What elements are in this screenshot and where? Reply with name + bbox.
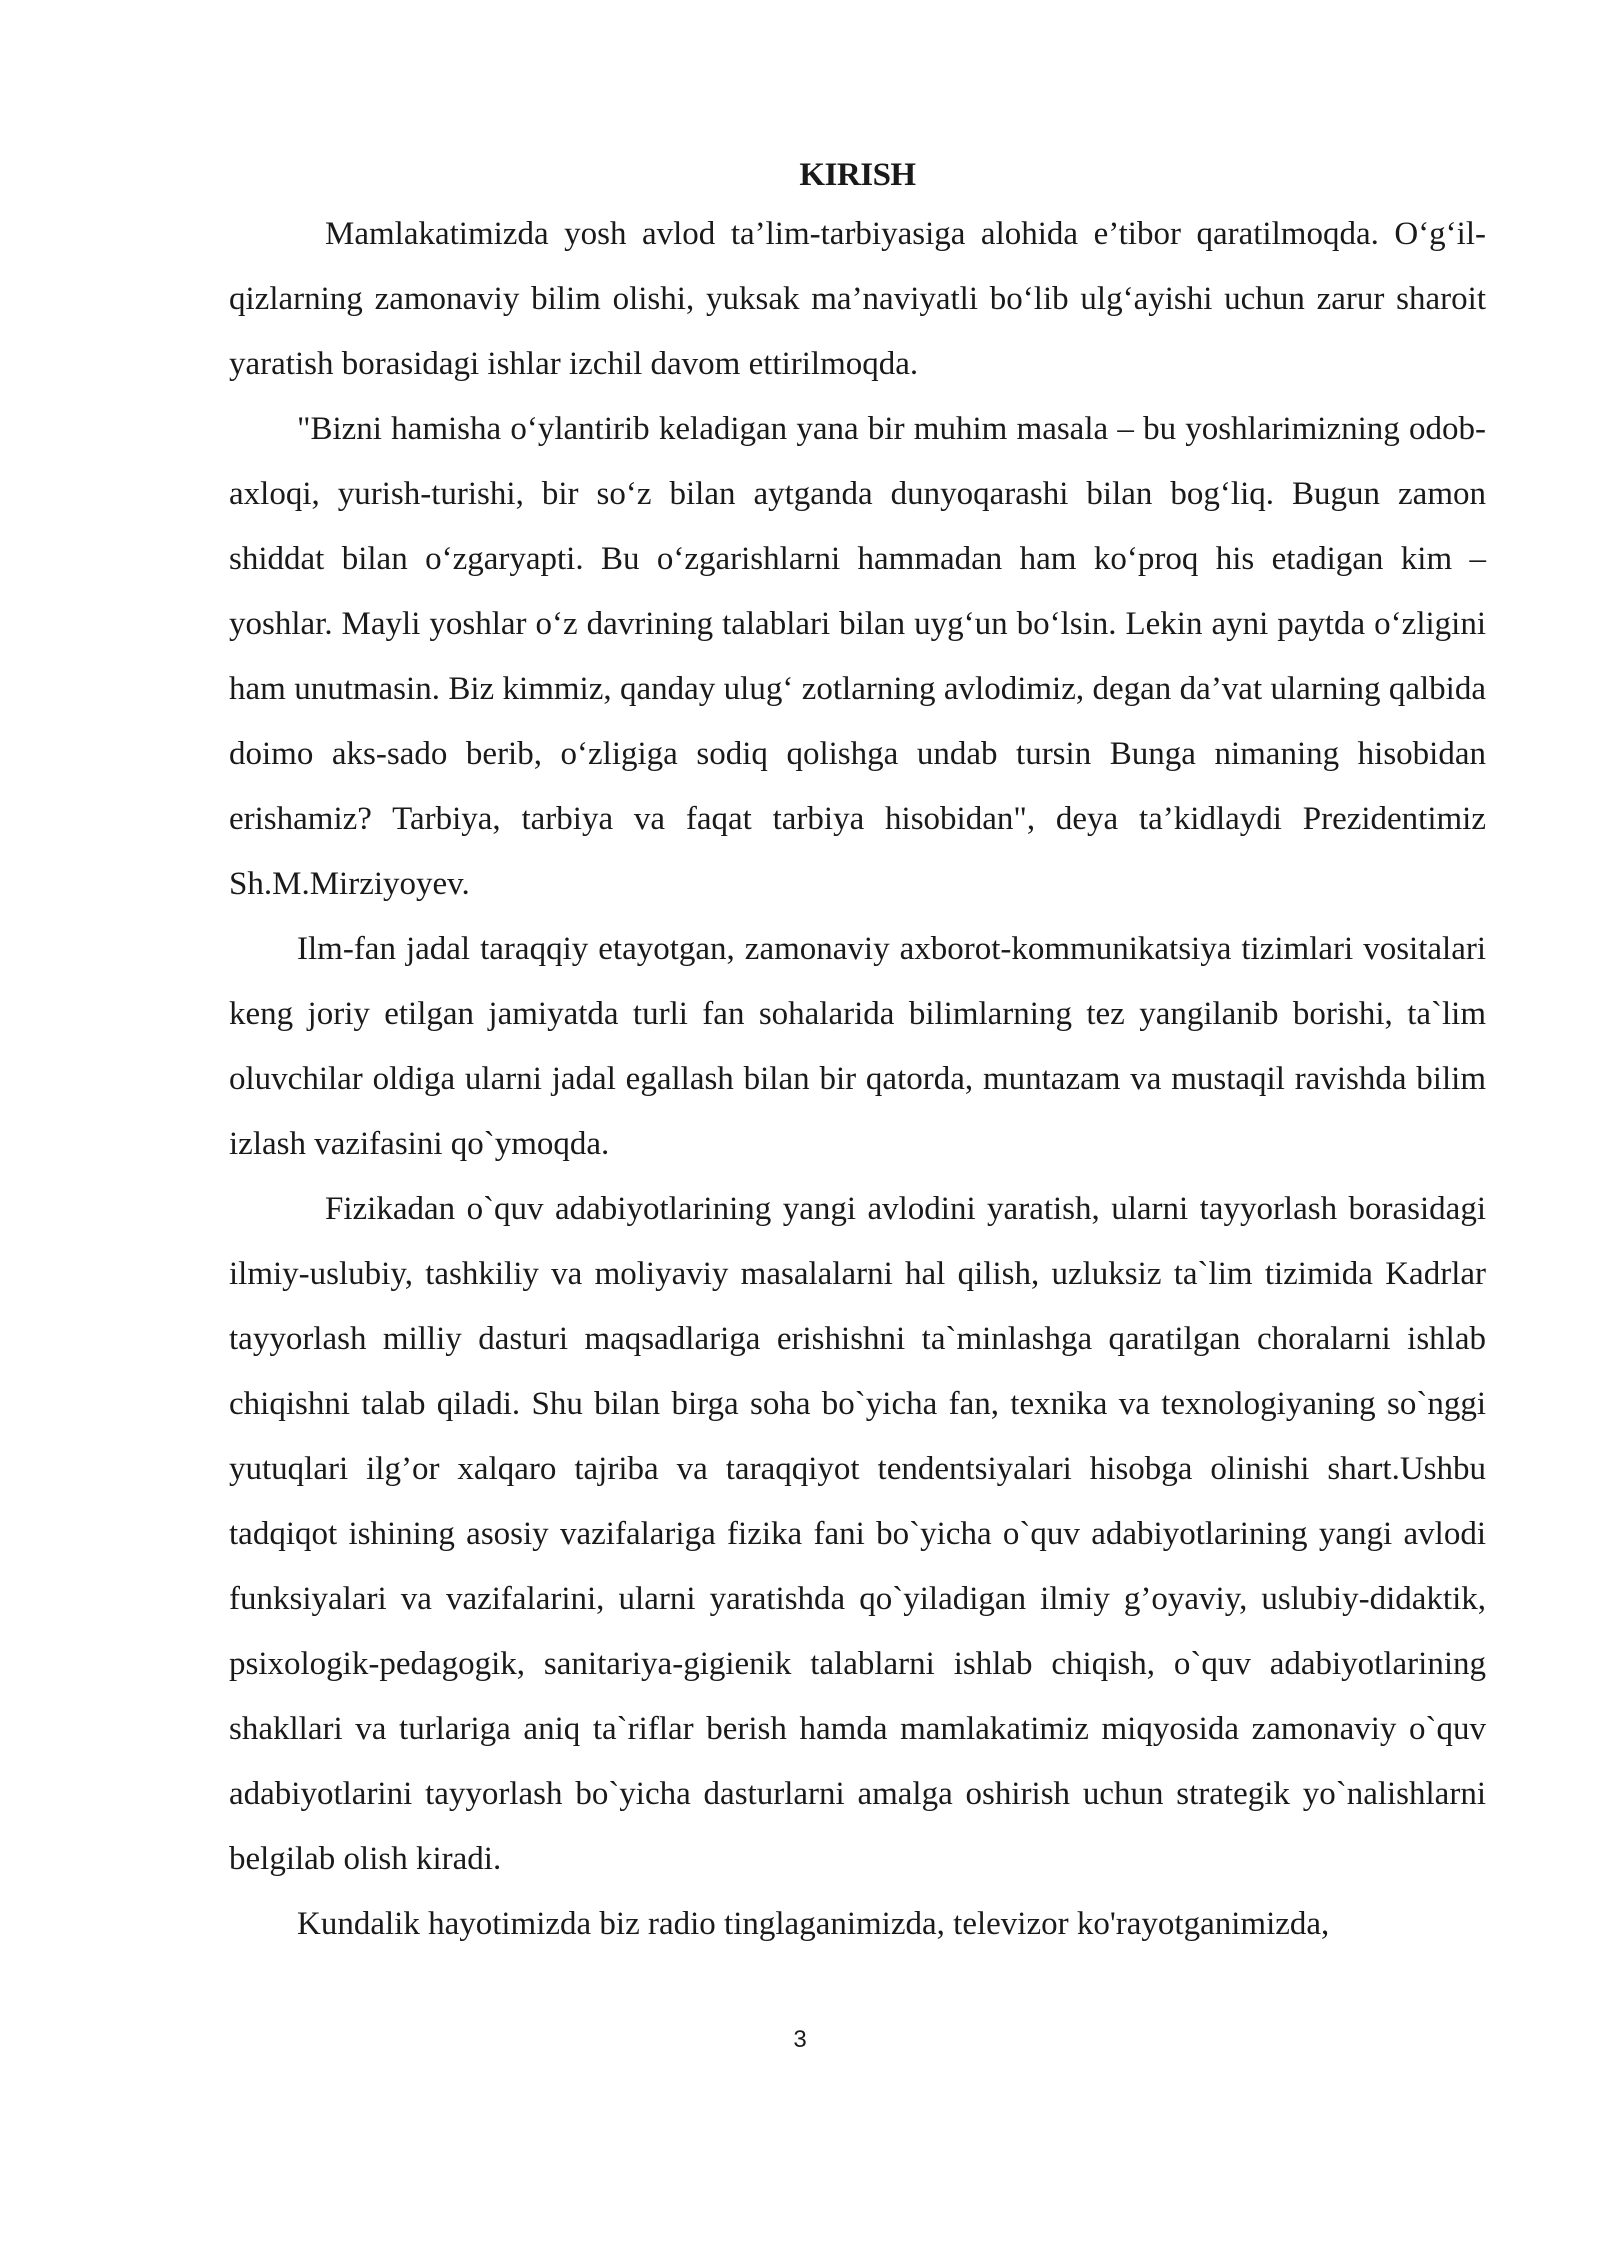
section-heading: KIRISH — [799, 157, 916, 193]
page-number: 3 — [793, 2026, 807, 2053]
paragraph-physics: Fizikadan o`quv adabiyotlarining yangi avlodini yaratish, ularni tayyorlash borasidagi ilmiy-uslubiy, tashkiliy va moliyaviy masalalarni hal qilish, uzluksiz ta`lim tizimida Kadrlar tayyorlash milliy dasturi maqsadlariga erishishni ta`minlashga qaratilgan choralarni ishlab chiqishni talab qiladi. Shu bilan birga soha bo`yicha fan, texnika va texnologiyaning so`nggi yutuqlari ilg’or xalqaro tajriba va taraqqiyot tendentsiyalari hisobga olinishi shart.Ushbu tadqiqot ishining asosiy vazifalariga fizika fani bo`yicha o`quv adabiyotlarining yangi avlodi funksiyalari va vazifalarini, ularni yaratishda qo`yiladigan ilmiy g’oyaviy, uslubiy-didaktik, psixologik-pedagogik, sanitariya-gigienik talablarni ishlab chiqish, o`quv adabiyotlarining shakllari va turlariga aniq ta`riflar berish hamda mamlakatimiz miqyosida zamonaviy o`quv adabiyotlarini tayyorlash bo`yicha dasturlarni amalga oshirish uchun strategik yo`nalishlarni belgilab olish kiradi. — [229, 1191, 1486, 1877]
paragraph-daily-life: Kundalik hayotimizda biz radio tinglaganimizda, televizor ko'rayotganimizda, — [297, 1906, 1330, 1942]
document-body — [229, 150, 1486, 1957]
paragraph-science: Ilm-fan jadal taraqqiy etayotgan, zamonaviy axborot-kommunikatsiya tizimlari vositalari keng joriy etilgan jamiyatda turli fan sohalarida bilimlarning tez yangilanib borishi, ta`lim oluvchilar oldiga ularni jadal egallash bilan bir qatorda, muntazam va mustaqil ravishda bilim izlash vazifasini qo`ymoqda. — [229, 931, 1486, 1162]
paragraph-intro: Mamlakatimizda yosh avlod ta’lim-tarbiyasiga alohida e’tibor qaratilmoqda. O‘g‘il-qizlarning zamonaviy bilim olishi, yuksak ma’naviyatli bo‘lib ulg‘ayishi uchun zarur sharoit yaratish borasidagi ishlar izchil davom ettirilmoqda. — [229, 216, 1486, 382]
paragraph-quote: "Bizni hamisha o‘ylantirib keladigan yana bir muhim masala – bu yoshlarimizning odob-axloqi, yurish-turishi, bir so‘z bilan aytganda dunyoqarashi bilan bog‘liq. Bugun zamon shiddat bilan o‘zgaryapti. Bu o‘zgarishlarni hammadan ham ko‘proq his etadigan kim – yoshlar. Mayli yoshlar o‘z davrining talablari bilan uyg‘un bo‘lsin. Lekin ayni paytda o‘zligini ham unutmasin. Biz kimmiz, qanday ulug‘ zotlarning avlodimiz, degan da’vat ularning qalbida doimo aks-sado berib, o‘zligiga sodiq qolishga undab tursin Bunga nimaning hisobidan erishamiz? Tarbiya, tarbiya va faqat tarbiya hisobidan", deya ta’kidlaydi Prezidentimiz Sh.M.Mirziyoyev. — [229, 411, 1486, 902]
